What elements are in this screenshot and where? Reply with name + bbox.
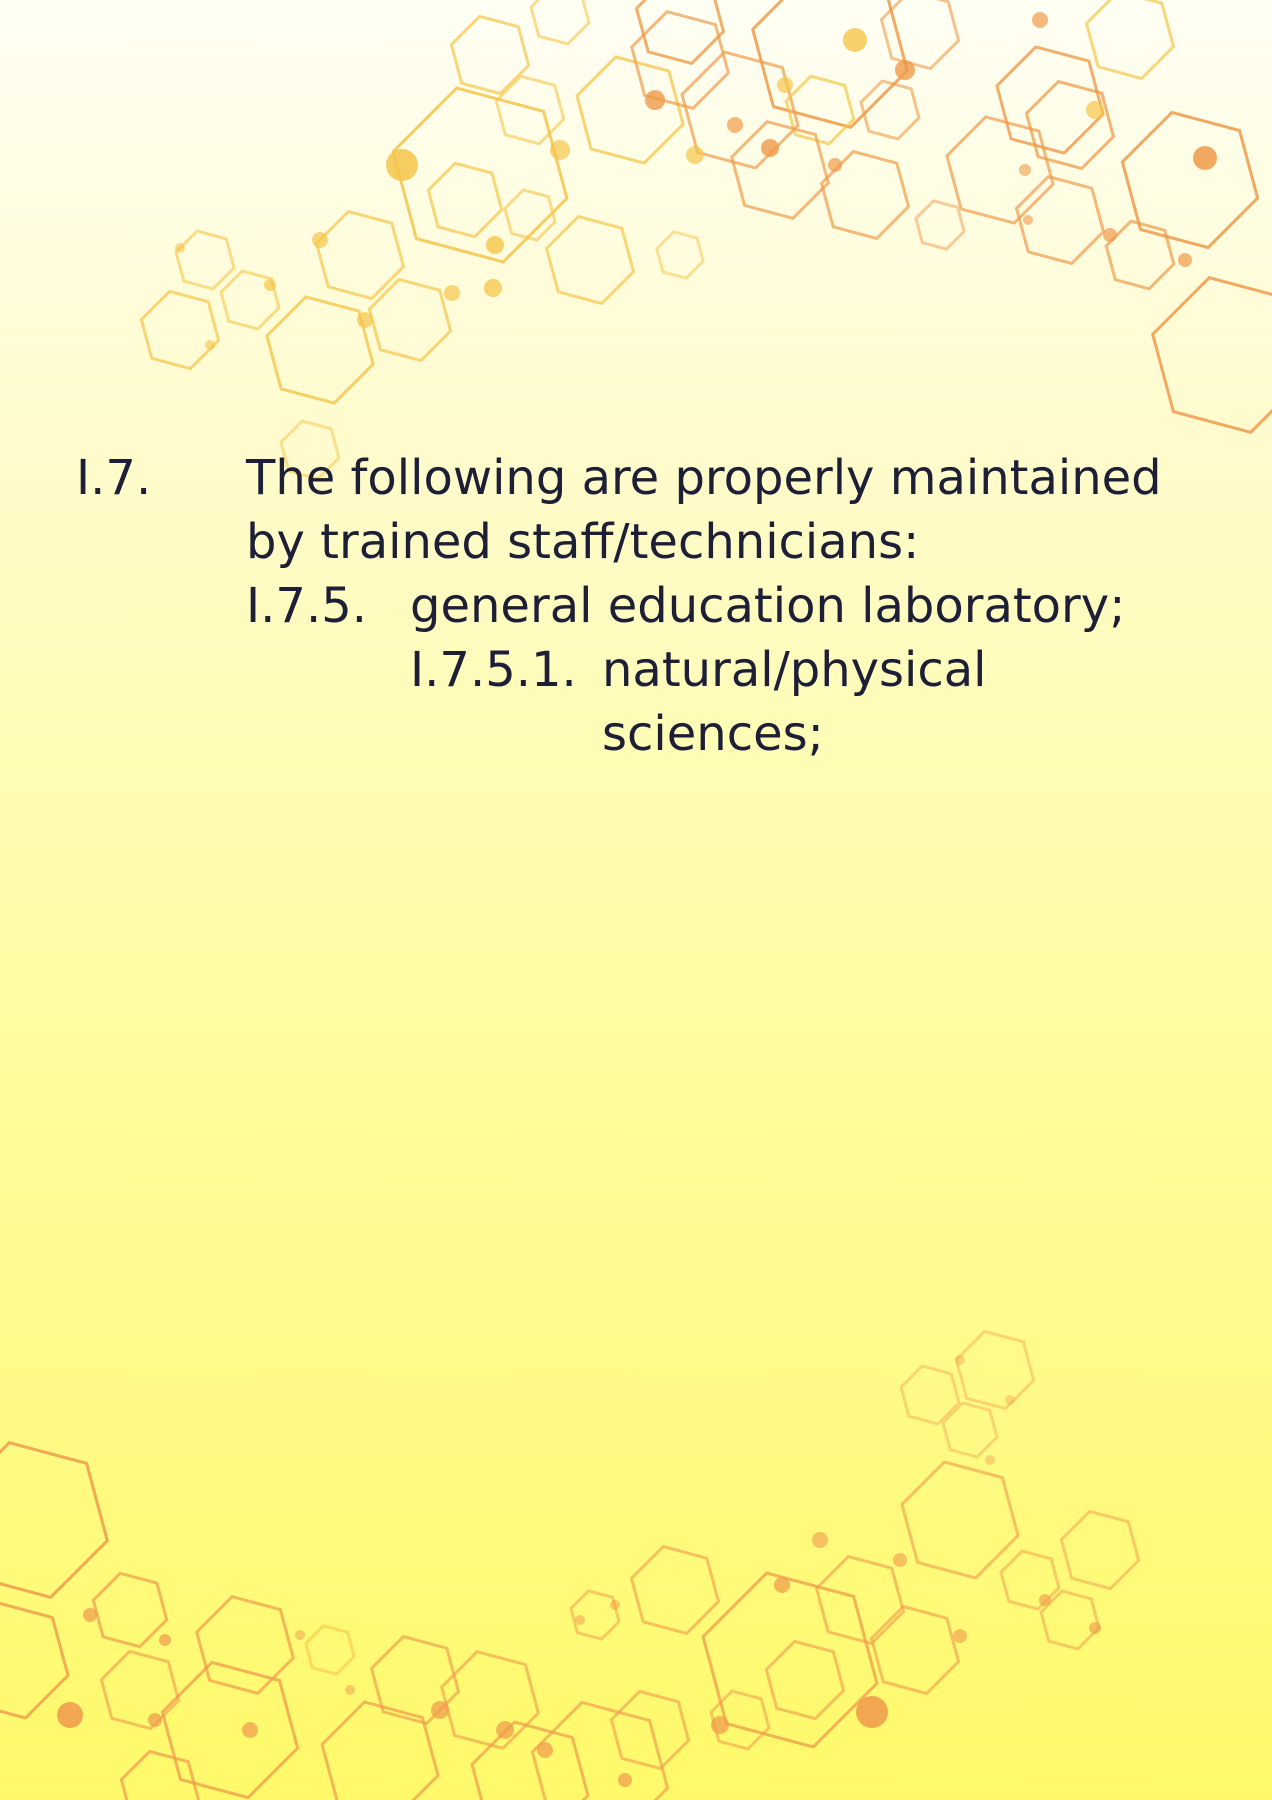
item-number: I.7. <box>76 450 152 506</box>
item-text-line-2: by trained staff/technicians: <box>246 514 920 570</box>
subsubitem-text-line-1: natural/physical <box>602 642 987 698</box>
item-text-line-1: The following are properly maintained <box>246 450 1162 506</box>
subitem-text: general education laboratory; <box>410 578 1126 634</box>
subitem-number: I.7.5. <box>246 578 368 634</box>
subsubitem-text-line-2: sciences; <box>602 706 824 762</box>
subsubitem-number: I.7.5.1. <box>410 642 577 698</box>
